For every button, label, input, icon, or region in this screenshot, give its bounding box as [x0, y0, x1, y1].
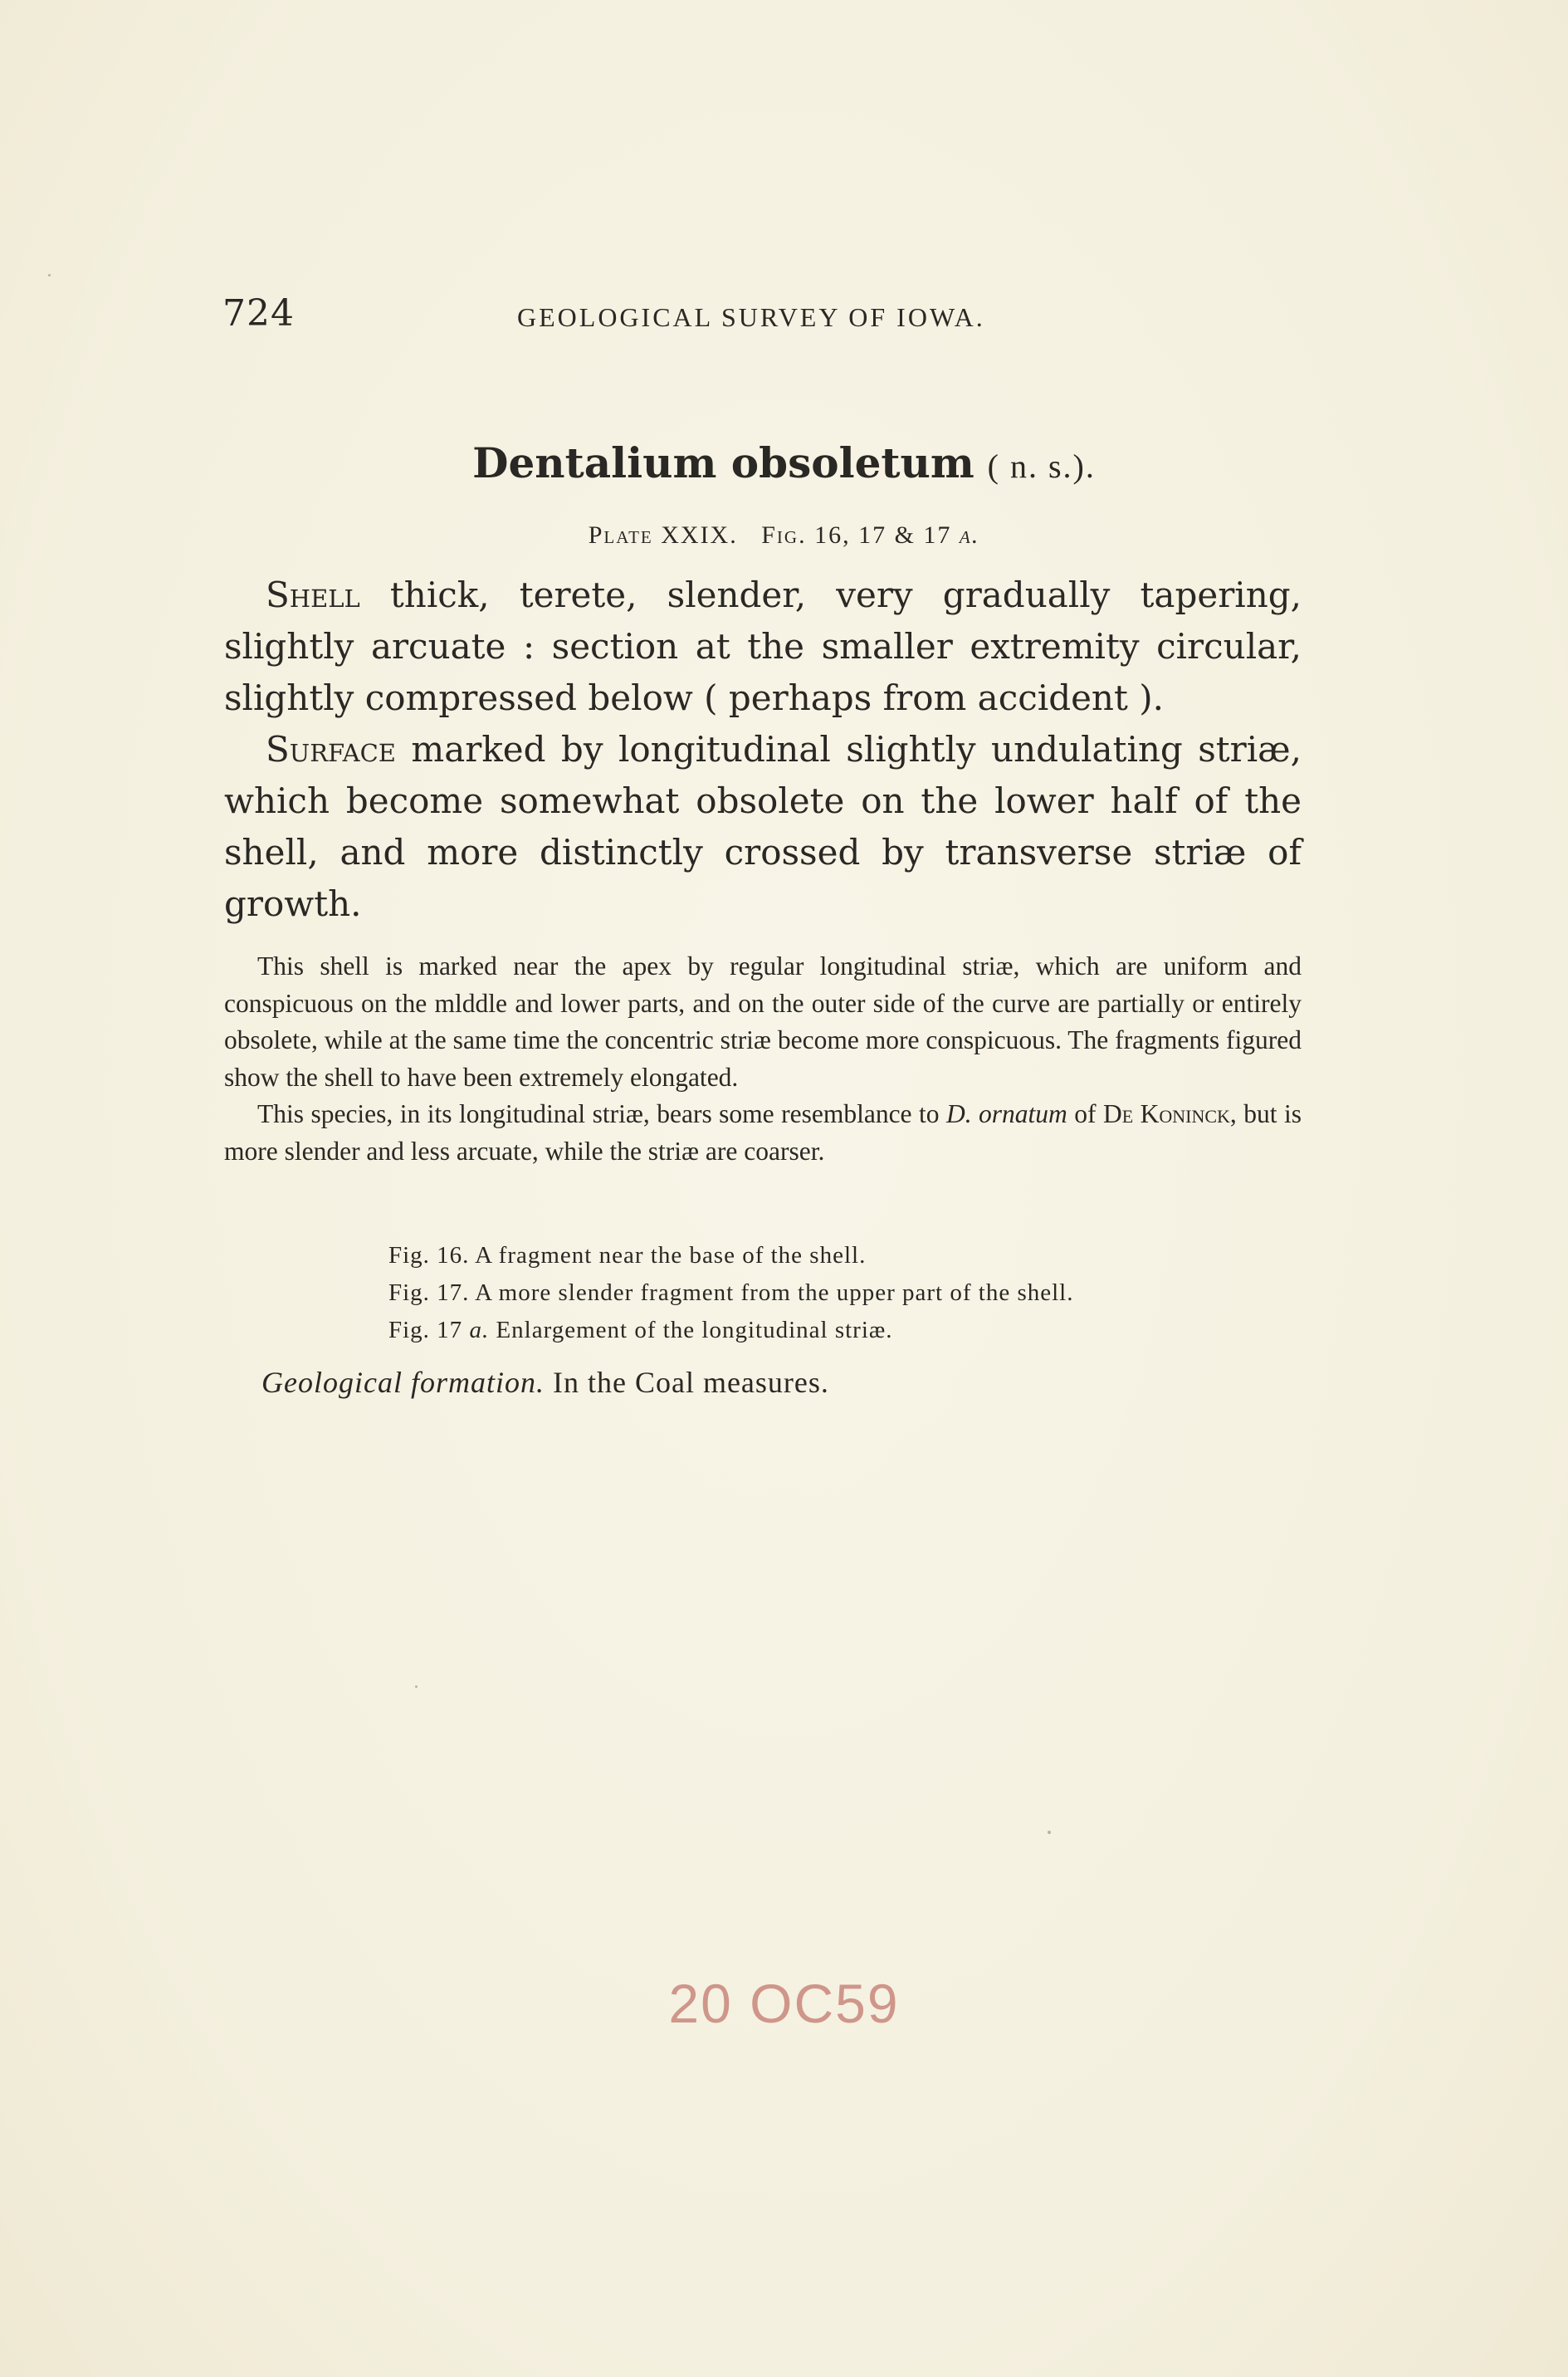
- figure-captions: [388, 1237, 1302, 1349]
- page-header: [222, 292, 1302, 342]
- formation-label: Geological formation.: [261, 1366, 545, 1399]
- remarks-of: of: [1067, 1099, 1103, 1128]
- author-name: De Koninck: [1102, 1099, 1230, 1128]
- formation-text: In the Coal measures.: [552, 1366, 829, 1399]
- surface-paragraph: [224, 724, 1302, 930]
- figure-caption: [388, 1312, 1302, 1349]
- surface-lead: Surface: [266, 729, 396, 770]
- species-description: [224, 570, 1302, 930]
- page-number: 724: [222, 292, 295, 335]
- shell-paragraph: [224, 570, 1302, 724]
- plate-reference: [0, 521, 1568, 550]
- figure-label: Fig. 17: [388, 1317, 463, 1343]
- date-stamp: 20 OC59: [668, 1973, 900, 2034]
- figure-label: Fig. 17.: [388, 1279, 470, 1306]
- species-title: [0, 438, 1568, 492]
- remarks-paragraph-2: [224, 1096, 1302, 1170]
- paper-speck: [1048, 1831, 1051, 1834]
- geological-formation: [261, 1362, 1299, 1403]
- species-name: Dentalium obsoletum: [472, 438, 975, 487]
- running-head: GEOLOGICAL SURVEY OF IOWA.: [517, 302, 985, 332]
- plate-label: Plate XXIX.: [588, 521, 738, 549]
- remarks-paragraph-1: This shell is marked near the apex by regular longitudinal striæ, which are uniform and conspicuous on the mlddle and lower parts, and on the outer side of the curve are partially or entirely obsolete, while at the same time the concentric striæ become more conspicuous. The fragments figured show the shell to have been extremely elongated.: [224, 951, 1302, 1092]
- figure-text: A fragment near the base of the shell.: [475, 1242, 867, 1269]
- figure-letter: a.: [959, 521, 980, 549]
- shell-lead: Shell: [266, 575, 360, 615]
- remarks-text-after: , but is more slender and less arcuate, while the striæ are coarser.: [224, 1099, 1302, 1166]
- figure-text: Enlargement of the longitudinal striæ.: [496, 1317, 893, 1343]
- paper-speck: [415, 1685, 418, 1688]
- figure-range: Fig. 16, 17 & 17: [761, 521, 952, 549]
- figure-text: A more slender fragment from the upper part of the shell.: [475, 1279, 1074, 1306]
- figure-caption: [388, 1237, 1302, 1274]
- figure-label: Fig. 16.: [388, 1242, 470, 1269]
- shell-text: thick, terete, slender, very gradually tapering, slightly arcuate : section at the smaller extremity circular, slightly compressed below ( perhaps from accident ).: [224, 575, 1302, 718]
- remarks: [224, 948, 1302, 1170]
- surface-text: marked by longitudinal slightly undulating striæ, which become somewhat obsolete on the lower half of the shell, and more distinctly crossed by transverse striæ of growth.: [224, 729, 1302, 924]
- figure-letter: a.: [469, 1317, 490, 1343]
- new-species-note: ( n. s.).: [987, 448, 1096, 485]
- paper-speck: [48, 274, 51, 276]
- remarks-text-before: This species, in its longitudinal striæ, bears some resemblance to: [257, 1099, 946, 1128]
- comparison-taxon: D. ornatum: [945, 1099, 1067, 1128]
- figure-caption: [388, 1274, 1302, 1312]
